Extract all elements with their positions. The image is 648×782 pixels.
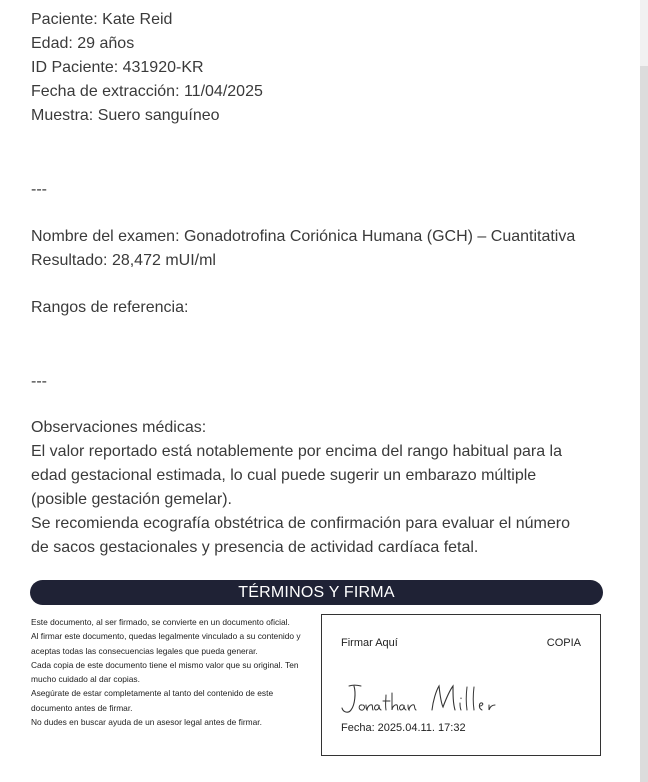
separator: --- <box>31 373 47 390</box>
observation-line: El valor reportado está notablemente por encima del rango habitual para la <box>31 443 562 460</box>
terms-line: No dudes en buscar ayuda de un asesor legal antes de firmar. <box>31 717 262 728</box>
separator: --- <box>31 181 47 198</box>
terms-line: Al firmar este documento, quedas legalmente vinculado a su contenido y aceptas todas las consecuencias legales que pueda generar. <box>31 631 301 656</box>
patient-age: Edad: 29 años <box>31 35 135 52</box>
observation-line: Se recomienda ecografía obstétrica de confirmación para evaluar el número <box>31 515 570 532</box>
signature-box[interactable] <box>321 614 601 756</box>
vertical-scrollbar[interactable] <box>640 0 648 782</box>
terms-section-header: TÉRMINOS Y FIRMA <box>30 580 603 605</box>
scrollbar-thumb[interactable] <box>640 66 648 782</box>
copy-label: COPIA <box>546 637 581 649</box>
observation-line: edad gestacional estimada, lo cual puede sugerir un embarazo múltiple <box>31 467 537 484</box>
reference-ranges-label: Rangos de referencia: <box>31 299 189 316</box>
patient-id: ID Paciente: 431920-KR <box>31 59 204 76</box>
terms-line: Este documento, al ser firmado, se convierte en un documento oficial. <box>31 617 290 627</box>
extraction-date: Fecha de extracción: 11/04/2025 <box>31 83 263 100</box>
observations-heading: Observaciones médicas: <box>31 419 207 436</box>
sample-type: Muestra: Suero sanguíneo <box>31 107 220 124</box>
exam-name: Nombre del examen: Gonadotrofina Coriónica Humana (GCH) – Cuantitativa <box>31 228 576 245</box>
terms-text <box>31 615 313 729</box>
terms-line: Cada copia de este documento tiene el mismo valor que su original. Ten mucho cuidado al dar copias. <box>31 659 299 685</box>
terms-line: Asegúrate de estar completamente al tanto del contenido de este documento antes de firmar. <box>31 688 274 713</box>
patient-name: Paciente: Kate Reid <box>31 11 173 28</box>
sign-here-label: Firmar Aquí <box>341 637 398 649</box>
handwritten-signature <box>340 681 520 717</box>
signature-date: Fecha: 2025.04.11. 17:32 <box>341 722 466 734</box>
observation-line: de sacos gestacionales y presencia de actividad cardíaca fetal. <box>31 539 479 556</box>
observation-line: (posible gestación gemelar). <box>31 491 232 508</box>
exam-result: Resultado: 28,472 mUI/ml <box>31 252 216 269</box>
